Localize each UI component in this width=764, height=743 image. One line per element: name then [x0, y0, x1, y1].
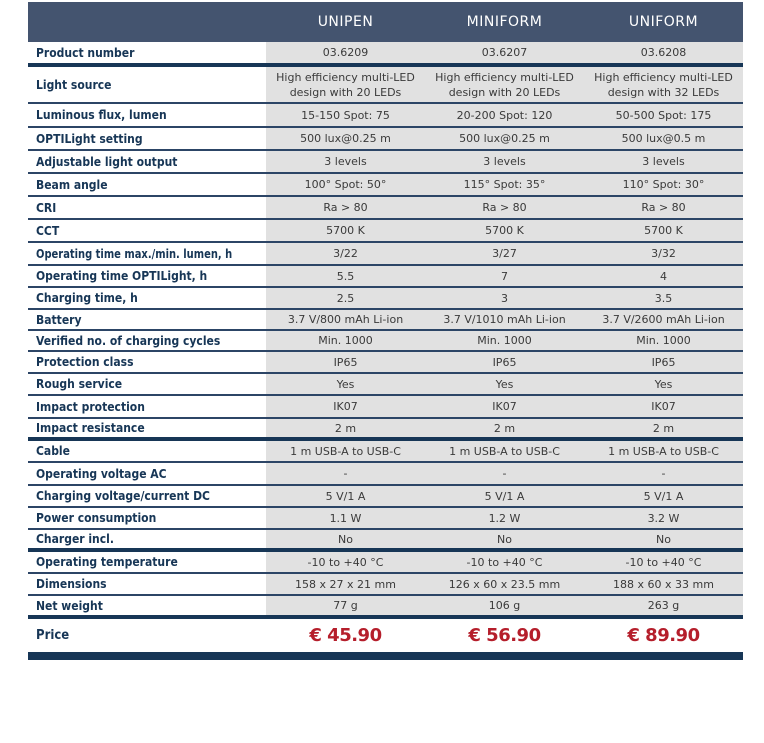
table-row-charging-time: [28, 288, 743, 310]
column-header-miniform: MINIFORM: [466, 14, 543, 30]
cell-uniform: 3.7 V/2600 mAh Li-ion: [584, 310, 743, 329]
cell-uniform: IK07: [584, 396, 743, 417]
cell-unipen: 1.1 W: [266, 508, 425, 528]
cell-unipen: -: [266, 463, 425, 484]
table-row-dimensions: [28, 574, 743, 596]
table-row-impact-protection: [28, 396, 743, 419]
cell-unipen: High efficiency multi-LED design with 20 LEDs: [266, 67, 425, 102]
cell-unipen: Ra > 80: [266, 197, 425, 218]
cell-miniform: 3 levels: [425, 151, 584, 172]
cell-uniform: IP65: [584, 352, 743, 372]
cell-miniform: 2 m: [425, 419, 584, 437]
table-row-operating-time-max-min: [28, 243, 743, 266]
cell-miniform: High efficiency multi-LED design with 20 LEDs: [425, 67, 584, 102]
row-label: [28, 243, 266, 264]
cell-uniform: 03.6208: [584, 42, 743, 63]
cell-unipen: 2 m: [266, 419, 425, 437]
table-row-verified-charging-cycles: [28, 331, 743, 352]
cell-miniform: 1.2 W: [425, 508, 584, 528]
row-label: Charging time, h: [36, 291, 138, 305]
cell-unipen: 2.5: [266, 288, 425, 308]
table-row-operating-voltage-ac: [28, 463, 743, 486]
cell-miniform: IK07: [425, 396, 584, 417]
table-row-price: [28, 619, 743, 652]
cell-uniform: -10 to +40 °C: [584, 552, 743, 572]
row-label: Light source: [36, 77, 112, 92]
row-label: OPTILight setting: [36, 131, 143, 146]
cell-miniform: 500 lux@0.25 m: [425, 128, 584, 149]
cell-unipen: Yes: [266, 374, 425, 394]
cell-miniform: 03.6207: [425, 42, 584, 63]
cell-miniform: 115° Spot: 35°: [425, 174, 584, 195]
cell-unipen: Min. 1000: [266, 331, 425, 350]
table-row-product-number: [28, 42, 743, 67]
cell-miniform: 1 m USB-A to USB-C: [425, 441, 584, 461]
cell-uniform: 188 x 60 x 33 mm: [584, 574, 743, 594]
price-miniform: € 56.90: [425, 619, 584, 652]
row-label: Beam angle: [36, 177, 108, 192]
cell-miniform: 20-200 Spot: 120: [425, 104, 584, 126]
table-row-charging-voltage-dc: [28, 486, 743, 508]
cell-unipen: 5 V/1 A: [266, 486, 425, 506]
table-row-cable: [28, 441, 743, 463]
row-label-text: Operating time max./min. lumen, h: [36, 246, 233, 261]
row-label: Power consumption: [36, 511, 157, 525]
table-row-rough-service: [28, 374, 743, 396]
cell-miniform: -: [425, 463, 584, 484]
table-row-optilight-setting: [28, 128, 743, 151]
cell-miniform: 3/27: [425, 243, 584, 264]
row-label: Rough service: [36, 377, 123, 391]
table-row-adjustable-light-output: [28, 151, 743, 174]
cell-uniform: 3 levels: [584, 151, 743, 172]
row-label: Adjustable light output: [36, 154, 178, 169]
row-label: CRI: [36, 200, 57, 215]
row-label: Dimensions: [36, 577, 107, 591]
price-label: Price: [36, 628, 70, 643]
cell-uniform: 263 g: [584, 596, 743, 615]
cell-unipen: IK07: [266, 396, 425, 417]
cell-unipen: 500 lux@0.25 m: [266, 128, 425, 149]
cell-unipen: 3/22: [266, 243, 425, 264]
table-row-cct: [28, 220, 743, 243]
table-bottom-bar: [28, 652, 743, 660]
cell-miniform: Min. 1000: [425, 331, 584, 350]
cell-uniform: 4: [584, 266, 743, 286]
cell-unipen: 3 levels: [266, 151, 425, 172]
table-header: [28, 2, 743, 42]
comparison-table: [28, 2, 743, 660]
cell-miniform: 7: [425, 266, 584, 286]
cell-uniform: 5700 K: [584, 220, 743, 241]
table-row-impact-resistance: [28, 419, 743, 441]
row-label: Battery: [36, 312, 82, 327]
cell-unipen: 158 x 27 x 21 mm: [266, 574, 425, 594]
table-row-protection-class: [28, 352, 743, 374]
cell-uniform: 1 m USB-A to USB-C: [584, 441, 743, 461]
cell-uniform: 3/32: [584, 243, 743, 264]
row-label: Operating temperature: [36, 555, 178, 569]
table-row-cri: [28, 197, 743, 220]
row-label: Verified no. of charging cycles: [36, 333, 221, 348]
table-row-battery: [28, 310, 743, 331]
cell-uniform: Min. 1000: [584, 331, 743, 350]
cell-unipen: -10 to +40 °C: [266, 552, 425, 572]
cell-miniform: 5 V/1 A: [425, 486, 584, 506]
cell-unipen: IP65: [266, 352, 425, 372]
row-label: CCT: [36, 223, 60, 238]
cell-miniform: 126 x 60 x 23.5 mm: [425, 574, 584, 594]
table-row-luminous-flux: [28, 104, 743, 128]
cell-unipen: 77 g: [266, 596, 425, 615]
cell-miniform: 5700 K: [425, 220, 584, 241]
column-header-unipen: UNIPEN: [317, 14, 374, 30]
cell-uniform: 50-500 Spot: 175: [584, 104, 743, 126]
cell-unipen: 5700 K: [266, 220, 425, 241]
row-label: Impact protection: [36, 399, 145, 414]
row-label: Product number: [36, 45, 135, 60]
cell-uniform: High efficiency multi-LED design with 32 LEDs: [584, 67, 743, 102]
table-row-charger-included: [28, 530, 743, 552]
row-label: Operating voltage AC: [36, 466, 167, 481]
table-row-beam-angle: [28, 174, 743, 197]
row-label: Net weight: [36, 598, 103, 613]
cell-unipen: No: [266, 530, 425, 548]
table-row-operating-time-optilight: [28, 266, 743, 288]
cell-miniform: Yes: [425, 374, 584, 394]
cell-uniform: 3.2 W: [584, 508, 743, 528]
cell-unipen: 100° Spot: 50°: [266, 174, 425, 195]
cell-unipen: 15-150 Spot: 75: [266, 104, 425, 126]
price-unipen: € 45.90: [266, 619, 425, 652]
row-label: Impact resistance: [36, 421, 145, 435]
table-row-light-source: [28, 67, 743, 104]
cell-unipen: 1 m USB-A to USB-C: [266, 441, 425, 461]
row-label: Operating time OPTILight, h: [36, 269, 208, 283]
row-label: Luminous flux, lumen: [36, 108, 167, 122]
table-row-net-weight: [28, 596, 743, 619]
cell-miniform: 106 g: [425, 596, 584, 615]
cell-uniform: 5 V/1 A: [584, 486, 743, 506]
price-uniform: € 89.90: [584, 619, 743, 652]
cell-uniform: Yes: [584, 374, 743, 394]
cell-miniform: Ra > 80: [425, 197, 584, 218]
cell-uniform: 2 m: [584, 419, 743, 437]
table-row-power-consumption: [28, 508, 743, 530]
cell-unipen: 03.6209: [266, 42, 425, 63]
cell-uniform: Ra > 80: [584, 197, 743, 218]
row-label: Charging voltage/current DC: [36, 489, 210, 503]
cell-miniform: 3: [425, 288, 584, 308]
header-empty-cell: [28, 2, 266, 42]
cell-miniform: IP65: [425, 352, 584, 372]
column-header-uniform: UNIFORM: [628, 14, 699, 30]
cell-miniform: 3.7 V/1010 mAh Li-ion: [425, 310, 584, 329]
cell-miniform: -10 to +40 °C: [425, 552, 584, 572]
table-row-operating-temperature: [28, 552, 743, 574]
cell-miniform: No: [425, 530, 584, 548]
cell-unipen: 3.7 V/800 mAh Li-ion: [266, 310, 425, 329]
cell-uniform: 3.5: [584, 288, 743, 308]
row-label: Cable: [36, 444, 70, 458]
cell-uniform: 500 lux@0.5 m: [584, 128, 743, 149]
row-label: Protection class: [36, 355, 134, 369]
cell-uniform: -: [584, 463, 743, 484]
cell-uniform: 110° Spot: 30°: [584, 174, 743, 195]
row-label: Charger incl.: [36, 532, 114, 546]
cell-uniform: No: [584, 530, 743, 548]
cell-unipen: 5.5: [266, 266, 425, 286]
